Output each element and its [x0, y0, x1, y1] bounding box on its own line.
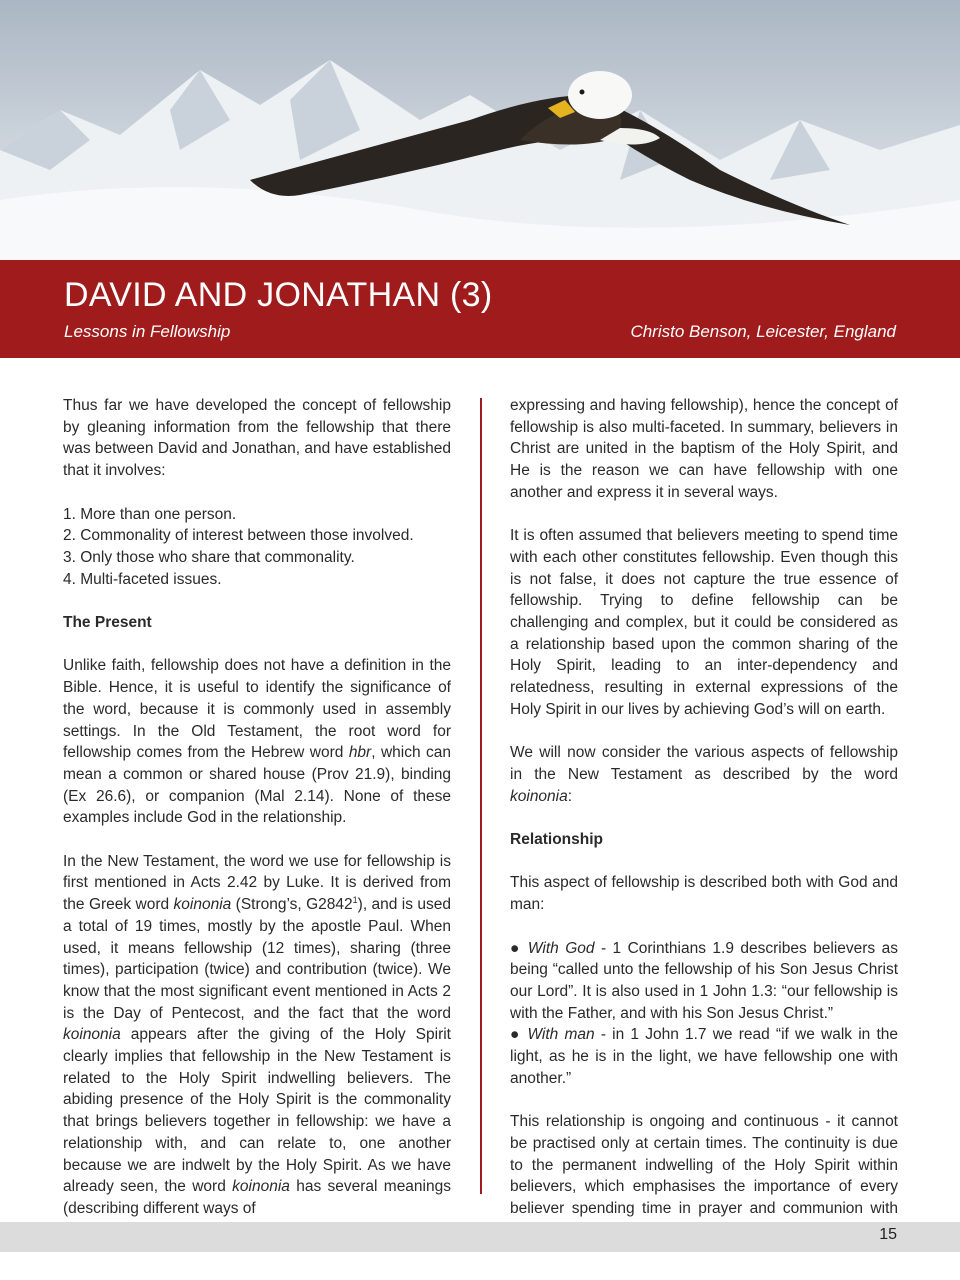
- page-footer: [0, 1222, 960, 1252]
- consider-paragraph: [510, 742, 898, 807]
- present-paragraph: [63, 655, 451, 829]
- text-run: appears after the giving of the Holy Spirit clearly implies that fellowship in the New Testament is related to the Holy Spirit indwelling believers. The abiding presence of the Holy Spirit is the commonality that brings believers together in fellowship: we have a relationship with, and can relate to, one another because we are indwelt by the Holy Spirit. As we have already seen, the word: [63, 1026, 451, 1196]
- aspect-paragraph: This aspect of fellowship is described both with God and man:: [510, 874, 898, 914]
- text-run: Unlike faith, fellowship does not have a definition in the Bible. Hence, it is useful to identify the significance of the word, because it is commonly used in assembly settings. In the Old Testament, the root word for fellowship comes from the Hebrew word: [63, 657, 451, 762]
- assumed-paragraph: It is often assumed that believers meeting to spend time with each other constitutes fellowship. Even though this is not false, it does not capture the true essence of fellowship. Trying to define fellowship can be challenging and complex, but it could be considered as a relationship based upon the common sharing of the Holy Spirit, leading to an inter-dependency and relatedness, resulting in external expressions of the Holy Spirit in our lives by achieving God’s will on earth.: [510, 527, 898, 718]
- title-banner: [0, 260, 960, 358]
- bullet-icon: ●: [510, 1026, 522, 1044]
- article-author: Christo Benson, Leicester, England: [630, 322, 896, 341]
- criteria-list: [63, 504, 451, 591]
- text-run: We will now consider the various aspects of fellowship in the New Testament as described by the word: [510, 744, 898, 783]
- bullet-text: - in 1 John 1.7 we read “if we walk in the light, as he is in the light, we have fellowship one with another.”: [510, 1026, 898, 1087]
- article-subtitle: Lessons in Fellowship: [64, 322, 231, 341]
- bullet-label: With God: [527, 939, 595, 957]
- text-run: ), and is used a total of 19 times, mostly by the apostle Paul. When used, it means fellowship (12 times), sharing (three times), participation (twice) and contribution (twice). We know that the most significant event mentioned in Acts 2 is the Day of Pentecost, and the fact that the word: [63, 896, 451, 1022]
- intro-paragraph: Thus far we have developed the concept of fellowship by gleaning information from the fellowship that there was between David and Jonathan, and have established that it involves:: [63, 397, 451, 480]
- article-title: DAVID AND JONATHAN (3): [64, 276, 493, 314]
- bullet-text: - 1 Corinthians 1.9 describes believers as being “called unto the fellowship of his Son Jesus Christ our Lord”. It is also used in 1 John 1.3: “our fellowship is with the Father, and with his Son Jesus Christ.”: [510, 939, 898, 1022]
- hero-image: [0, 0, 960, 260]
- column-divider: [480, 398, 482, 1194]
- list-item: 3. Only those who share that commonality.: [63, 548, 355, 566]
- section-heading-present: The Present: [63, 614, 152, 631]
- italic-term: koinonia: [510, 787, 568, 805]
- section-heading-relationship: Relationship: [510, 831, 604, 849]
- footnote-marker: 1: [352, 894, 358, 905]
- italic-term: hbr: [348, 744, 372, 762]
- text-run: :: [567, 787, 573, 805]
- italic-term: koinonia: [173, 896, 232, 914]
- bullet-list: [510, 938, 898, 1090]
- continued-paragraph: expressing and having fellowship), hence the concept of fellowship is also multi-faceted. In summary, believers in Christ are united in the baptism of the Holy Spirit, and He is the reason we can have fellowship with one another and express it in several ways.: [510, 397, 898, 501]
- ongoing-paragraph: This relationship is ongoing and continuous - it cannot be practised only at certain times. The continuity is due to the permanent indwelling of the Holy Spirit within believers, which emphasises the importance of every believer spending time in prayer and communion with: [510, 1113, 898, 1217]
- text-run: (Strong’s, G2842: [231, 896, 353, 914]
- page-number: 15: [879, 1226, 897, 1243]
- italic-term: koinonia: [63, 1026, 121, 1044]
- list-item: 1. More than one person.: [63, 505, 237, 523]
- left-column: [63, 395, 451, 1241]
- italic-term: koinonia: [232, 1178, 290, 1196]
- bullet-icon: ●: [510, 939, 522, 957]
- text-run: has several meanings (describing different ways of: [63, 1178, 451, 1217]
- right-column: [510, 395, 898, 1263]
- list-item: 4. Multi-faceted issues.: [63, 570, 222, 588]
- new-testament-paragraph: [63, 851, 451, 1220]
- eagle-over-mountains-illustration: [0, 0, 960, 260]
- bullet-label: With man: [527, 1026, 595, 1044]
- text-run: In the New Testament, the word we use for fellowship is first mentioned in Acts 2.42 by Luke. It is derived from the Greek word: [63, 852, 451, 914]
- list-item: 2. Commonality of interest between those involved.: [63, 527, 414, 545]
- text-run: , which can mean a common or shared house (Prov 21.9), binding (Ex 26.6), or companion (Mal 2.14). None of these examples include God in the relationship.: [63, 744, 451, 827]
